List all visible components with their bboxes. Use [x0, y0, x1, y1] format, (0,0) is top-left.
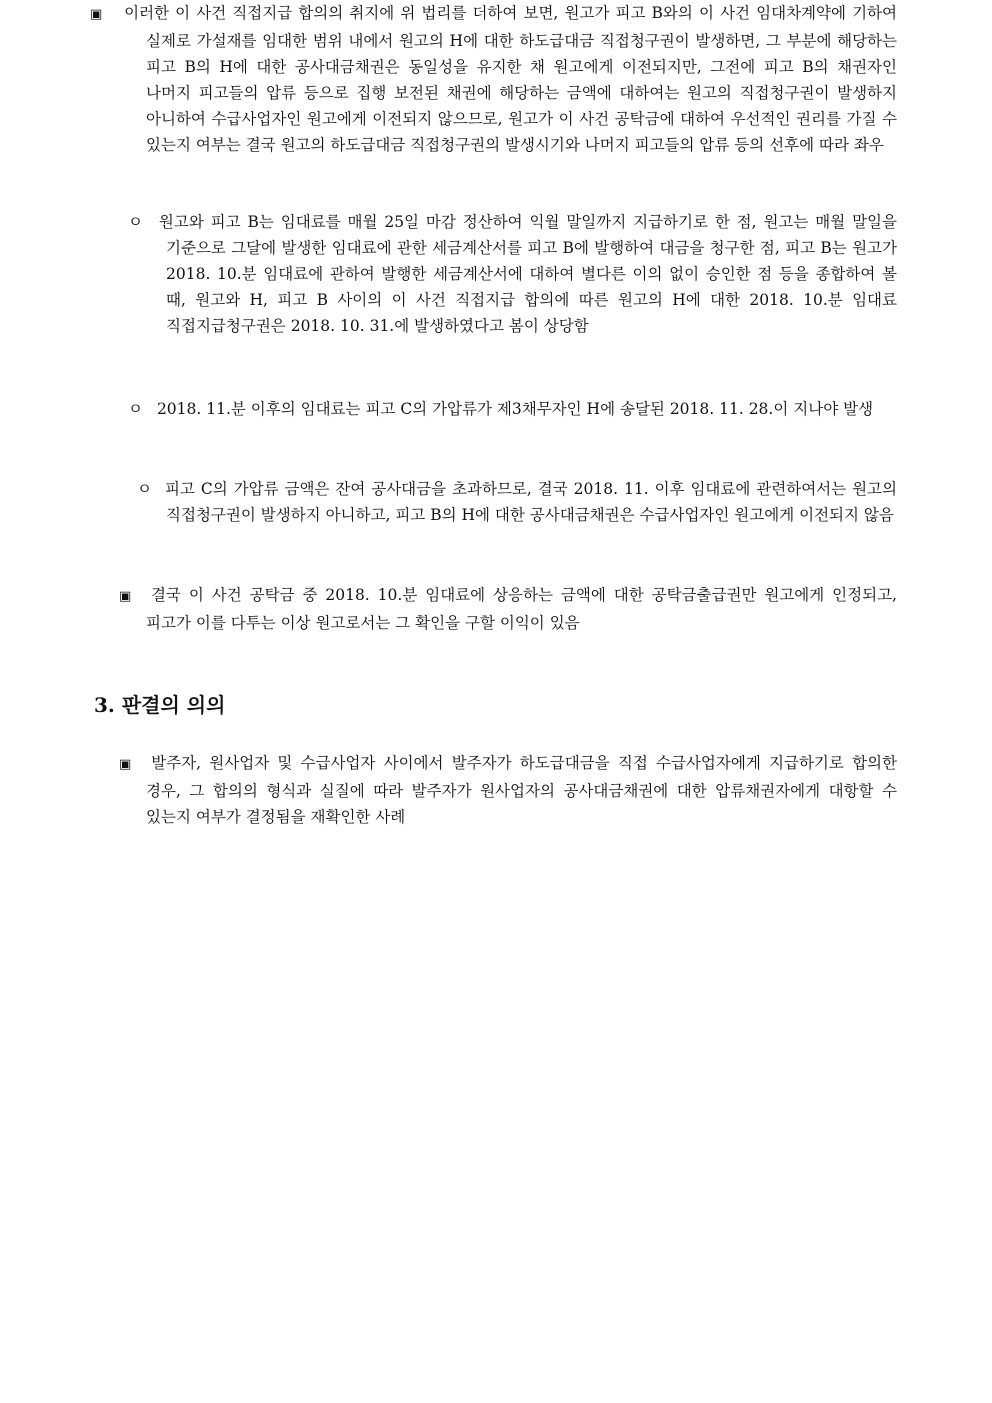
square-bullet-icon: ▣ [119, 589, 132, 604]
paragraph-significance [119, 750, 897, 830]
circle-bullet-icon: ㅇ [128, 213, 143, 231]
square-bullet-icon: ▣ [119, 757, 132, 772]
paragraph-text: 발주자, 원사업자 및 수급사업자 사이에서 발주자가 하도급대금을 직접 수급사업자에게 지급하기로 합의한 경우, 그 합의의 형식과 실질에 따라 발주자가 원사업자의 공사대금채권에 대한 압류채권자에게 대항할 수 있는지 여부가 결정됨을 재확인한 사례 [146, 754, 898, 826]
paragraph-text: 원고와 피고 B는 임대료를 매월 25일 마감 정산하여 익월 말일까지 지급하기로 한 점, 원고는 매월 말일을 기준으로 그달에 발생한 임대료에 관한 세금계산서를 피고 B에 발행하여 대금을 청구한 점, 피고 B는 원고가 2018. 10.분 임대료에 관하여 발행한 세금계산서에 대하여 별다른 이의 없이 승인한 점 등을 종합하여 볼 때, 원고와 H, 피고 B 사이의 이 사건 직접지급 합의에 따른 원고의 H에 대한 2018. 10.분 임대료 직접지급청구권은 2018. 10. 31.에 발생하였다고 봄이 상당함 [158, 213, 897, 335]
paragraph-provisional-seizure [137, 476, 897, 528]
circle-bullet-icon: ㅇ [128, 400, 143, 418]
paragraph-conclusion [119, 582, 897, 636]
paragraph-text: 이러한 이 사건 직접지급 합의의 취지에 위 법리를 더하여 보면, 원고가 피고 B와의 이 사건 임대차계약에 기하여 실제로 가설재를 임대한 범위 내에서 원고의 H에 대한 하도급대금 직접청구권이 발생하면, 그 부분에 해당하는 피고 B의 H에 대한 공사대금채권은 동일성을 유지한 채 원고에게 이전되지만, 그전에 피고 B의 채권자인 나머지 피고들의 압류 등으로 집행 보전된 채권에 해당하는 금액에 대하여는 원고의 직접청구권이 발생하지 아니하여 수급사업자인 원고에게 이전되지 않으므로, 원고가 이 사건 공탁금에 대하여 우선적인 권리를 가질 수 있는지 여부는 결국 원고의 하도급대금 직접청구권의 발생시기와 나머지 피고들의 압류 등의 선후에 따라 좌우 [124, 4, 897, 154]
paragraph-october-claim [128, 209, 897, 339]
paragraph-text: 2018. 11.분 이후의 임대료는 피고 C의 가압류가 제3채무자인 H에 송달된 2018. 11. 28.이 지나야 발생 [156, 400, 874, 418]
paragraph-text: 피고 C의 가압류 금액은 잔여 공사대금을 초과하므로, 결국 2018. 11. 이후 임대료에 관련하여서는 원고의 직접청구권이 발생하지 아니하고, 피고 B의 H에 대한 공사대금채권은 수급사업자인 원고에게 이전되지 않음 [164, 480, 897, 524]
circle-bullet-icon: ㅇ [137, 480, 152, 498]
paragraph-text: 결국 이 사건 공탁금 중 2018. 10.분 임대료에 상응하는 금액에 대한 공탁금출급권만 원고에게 인정되고, 피고가 이를 다투는 이상 원고로서는 그 확인을 구할 이익이 있음 [146, 586, 897, 632]
paragraph-november-rent [128, 396, 897, 422]
paragraph-legal-reasoning: ▣ 이러한 이 사건 직접지급 합의의 취지에 위 법리를 더하여 보면, 원고가 피고 B와의 이 사건 임대차계약에 기하여 실제로 가설재를 임대한 범위 내에서 원고의 H에 대한 하도급대금 직접청구권이 발생하면, 그 부분에 해당하는 피고 B의 H에 대한 공사대금채권은 동일성을 유지한 채 원고에게 이전되지만, 그전에 피고 B의 채권자인 나머지 피고들의 압류 등으로 집행 보전된 채권에 해당하는 금액에 대하여는 원고의 직접청구권이 발생하지 아니하여 수급사업자인 원고에게 이전되지 않으므로, 원고가 이 사건 공탁금에 대하여 우선적인 권리를 가질 수 있는지 여부는 결국 원고의 하도급대금 직접청구권의 발생시기와 나머지 피고들의 압류 등의 선후에 따라 좌우 [90, 4, 897, 154]
section-heading: 3. 판결의 의의 [94, 693, 226, 717]
